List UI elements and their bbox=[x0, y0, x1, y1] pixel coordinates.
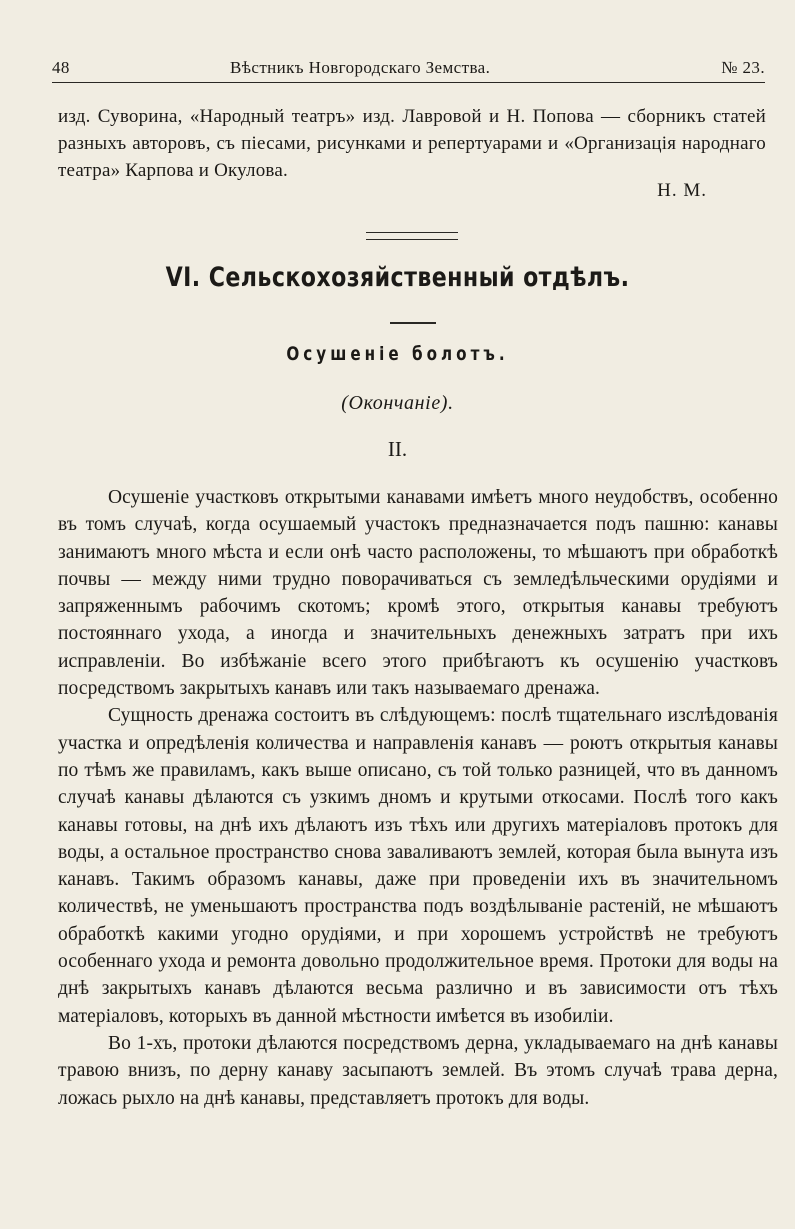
continued-paragraph: изд. Суворина, «Народный театръ» изд. Лавровой и Н. Попова — сборникъ статей разныхъ авторовъ, съ пiесами, рисунками и репертуарами и «Организацiя народнаго театра» Карпова и Окулова. bbox=[58, 106, 766, 181]
article-title: Осушенiе болотъ. bbox=[286, 343, 509, 365]
body-paragraph: Сущность дренажа состоитъ въ слѣдующемъ: послѣ тщательнаго изслѣдованiя участка и опредѣленiя количества и направленiя канавъ — роютъ открытыя канавы по тѣмъ же правиламъ, какъ выше описано, съ той только разницей, что въ данномъ случаѣ канавы дѣлаются съ узкимъ дномъ и крутыми откосами. Послѣ того какъ канавы готовы, на днѣ ихъ дѣлаютъ изъ тѣхъ или другихъ матерiаловъ протокъ для воды, а остальное пространство снова заваливаютъ землей, которая была вынута изъ канавъ. Такимъ образомъ канавы, даже при проведенiи ихъ въ значительномъ количествѣ, не уменьшаютъ пространства подъ воздѣлыванiе растенiй, не мѣшаютъ обработкѣ какими угодно орудiями, и при хорошемъ устройствѣ не требуютъ особеннаго ухода и ремонта довольно продолжительное время. Протоки для воды на днѣ закрытыхъ канавъ дѣлаются весьма различно и въ зависимости отъ тѣхъ матерiаловъ, которыхъ въ данной мѣстности имѣется въ изобилiи. bbox=[58, 705, 778, 1027]
section-title: VI. Сельскохозяйственный отдѣлъ. bbox=[165, 262, 630, 293]
article-body bbox=[58, 484, 778, 1112]
journal-title: Вѣстникъ Новгородскаго Земства. bbox=[230, 58, 491, 77]
page-number: 48 bbox=[52, 58, 70, 77]
body-paragraph: Во 1-хъ, протоки дѣлаются посредствомъ дерна, укладываемаго на днѣ канавы травою внизъ, по дерну канаву засыпаютъ землей. Въ этомъ случаѣ трава дерна, ложась рыхло на днѣ канавы, представляетъ протокъ для воды. bbox=[58, 1032, 778, 1109]
issue-number: № 23. bbox=[721, 58, 765, 77]
running-head bbox=[52, 58, 765, 84]
article-subtitle: (Окончанiе). bbox=[341, 392, 454, 414]
header-rule bbox=[52, 82, 765, 83]
author-signature: Н. М. bbox=[657, 180, 707, 201]
continued-text bbox=[58, 103, 766, 184]
section-divider bbox=[366, 232, 458, 240]
title-rule bbox=[390, 322, 436, 324]
body-paragraph: Осушенiе участковъ открытыми канавами имѣетъ много неудобствъ, особенно въ томъ случаѣ, когда осушаемый участокъ предназначается подъ пашню: канавы занимаютъ много мѣста и если онѣ часто расположены, то мѣшаютъ при обработкѣ почвы — между ними трудно поворачиваться съ земледѣльческими орудiями и запряженнымъ рабочимъ скотомъ; кромѣ этого, открытыя канавы требуютъ постояннаго ухода, а иногда и значительныхъ денежныхъ затратъ при ихъ исправленiи. Во избѣжанiе всего этого прибѣгаютъ къ осушенiю участковъ посредствомъ закрытыхъ канавъ или такъ называемаго дренажа. bbox=[58, 487, 778, 700]
part-number: II. bbox=[387, 437, 408, 461]
